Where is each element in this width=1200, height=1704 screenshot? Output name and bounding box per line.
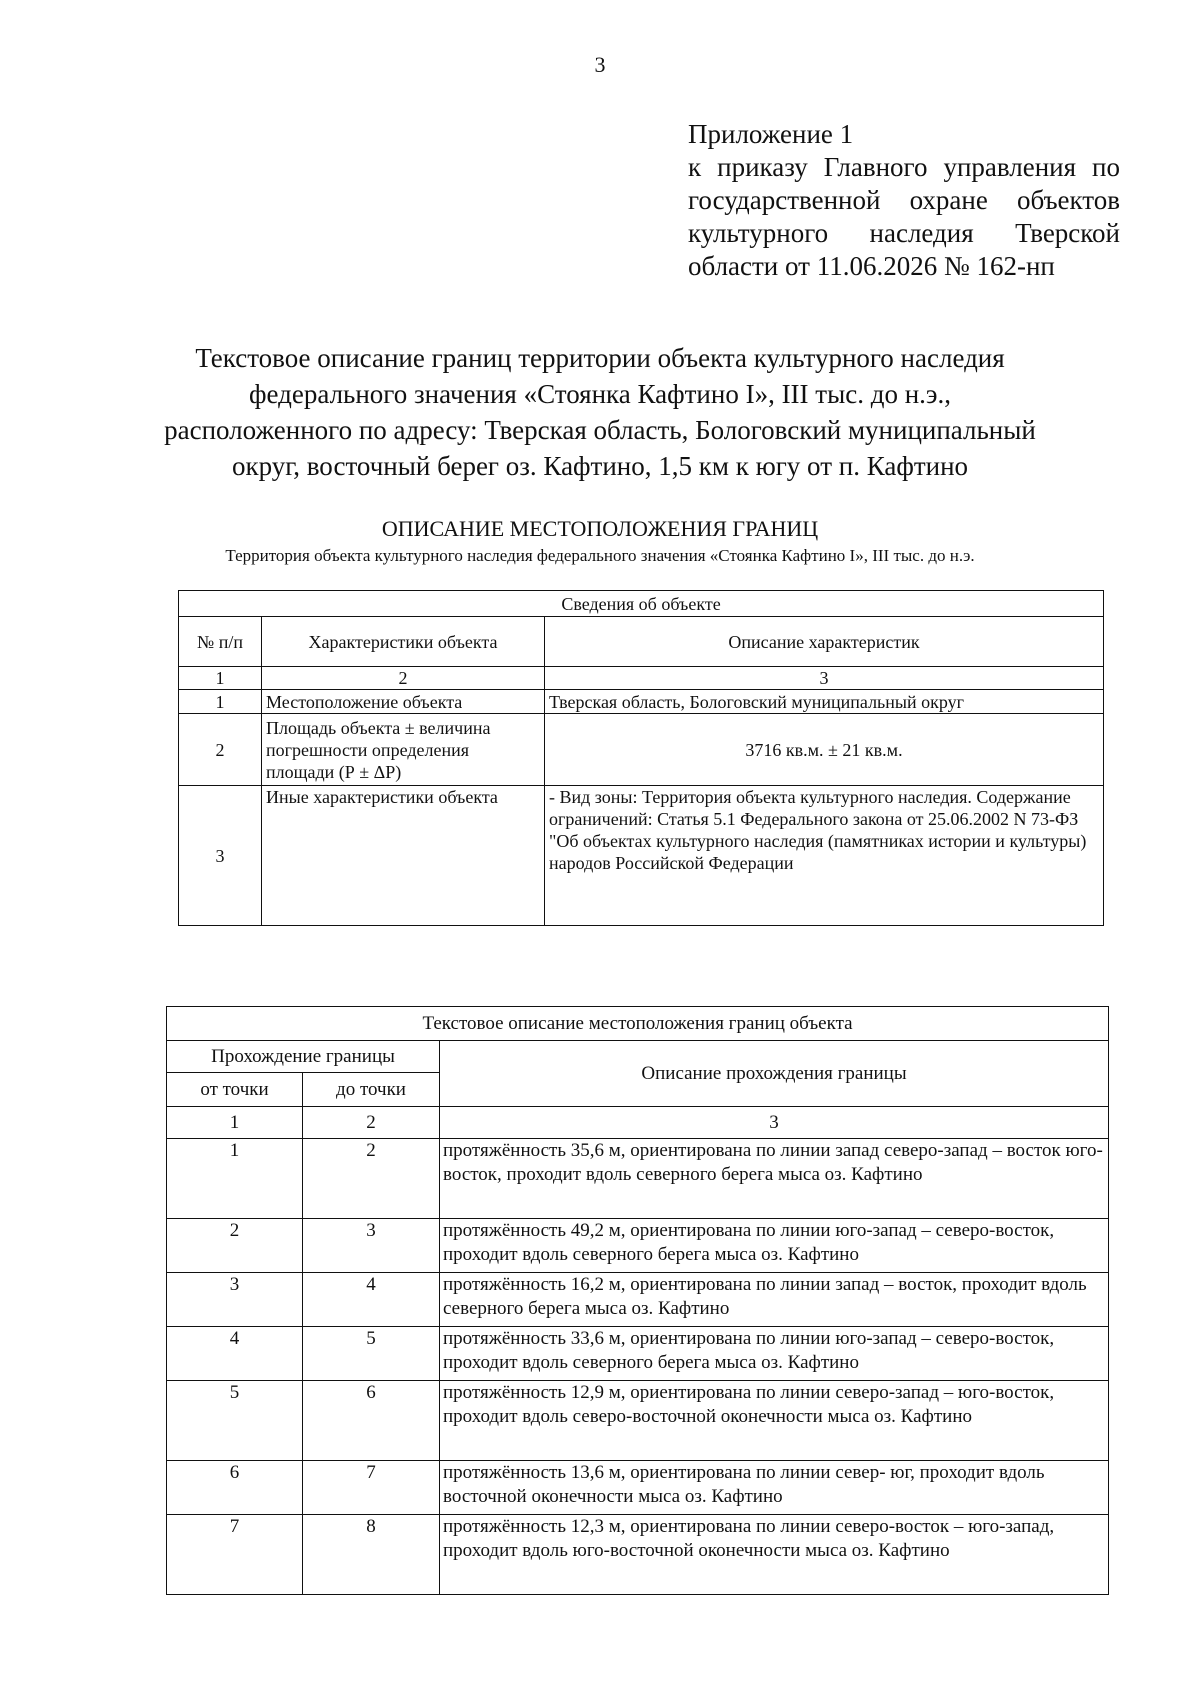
boundary-description-table — [166, 1006, 1109, 1595]
row-characteristic: Иные характеристики объекта — [262, 786, 545, 926]
table-row — [179, 690, 1104, 714]
row-num: 1 — [179, 690, 262, 714]
appendix-line: культурного наследия Тверской — [688, 218, 1120, 248]
row-from-point: 1 — [167, 1139, 303, 1219]
table-row — [179, 714, 1104, 786]
row-description: протяжённость 13,6 м, ориентирована по линии север- юг, проходит вдоль восточной оконечности мыса оз. Кафтино — [440, 1461, 1109, 1515]
row-num: 3 — [179, 786, 262, 926]
row-from-point: 6 — [167, 1461, 303, 1515]
header-to-point: до точки — [303, 1073, 440, 1107]
row-to-point: 5 — [303, 1327, 440, 1381]
row-characteristic: Местоположение объекта — [262, 690, 545, 714]
header-passage-description: Описание прохождения границы — [440, 1041, 1109, 1107]
column-number: 2 — [303, 1107, 440, 1139]
appendix-line: к приказу Главного управления по — [688, 152, 1120, 182]
header-description: Описание характеристик — [545, 617, 1104, 667]
row-from-point: 4 — [167, 1327, 303, 1381]
title-line: Текстовое описание границ территории объекта культурного наследия — [195, 343, 1005, 373]
column-number: 1 — [179, 667, 262, 690]
row-num: 2 — [179, 714, 262, 786]
appendix-line: Приложение 1 — [688, 119, 854, 149]
row-description: протяжённость 35,6 м, ориентирована по линии запад северо-запад – восток юго-восток, проходит вдоль северного берега мыса оз. Кафтино — [440, 1139, 1109, 1219]
row-to-point: 4 — [303, 1273, 440, 1327]
row-description: протяжённость 12,3 м, ориентирована по линии северо-восток – юго-запад, проходит вдоль юго-восточной оконечности мыса оз. Кафтино — [440, 1515, 1109, 1595]
table-row — [167, 1515, 1109, 1595]
header-characteristic: Характеристики объекта — [262, 617, 545, 667]
document-title — [100, 340, 1100, 484]
row-description: протяжённость 33,6 м, ориентирована по линии юго-запад – северо-восток, проходит вдоль северного берега мыса оз. Кафтино — [440, 1327, 1109, 1381]
row-to-point: 3 — [303, 1219, 440, 1273]
section-subtitle: Территория объекта культурного наследия федерального значения «Стоянка Кафтино I», III тыс. до н.э. — [225, 546, 975, 565]
table-row — [167, 1461, 1109, 1515]
section-heading: ОПИСАНИЕ МЕСТОПОЛОЖЕНИЯ ГРАНИЦ — [381, 516, 819, 541]
row-description: - Вид зоны: Территория объекта культурного наследия. Содержание ограничений: Статья 5.1 Федерального закона от 25.06.2002 N 73-ФЗ "Об объектах культурного наследия (памятниках истории и культуры) народов Российской Федерации — [545, 786, 1104, 926]
appendix-block — [688, 118, 1120, 283]
row-description: Тверская область, Бологовский муниципальный округ — [545, 690, 1104, 714]
row-from-point: 3 — [167, 1273, 303, 1327]
header-passage: Прохождение границы — [167, 1041, 440, 1073]
row-description: протяжённость 49,2 м, ориентирована по линии юго-запад – северо-восток, проходит вдоль северного берега мыса оз. Кафтино — [440, 1219, 1109, 1273]
appendix-line: области от 11.06.2026 № 162-нп — [688, 251, 1055, 281]
row-description: протяжённость 16,2 м, ориентирована по линии запад – восток, проходит вдоль северного берега мыса оз. Кафтино — [440, 1273, 1109, 1327]
table-row — [179, 786, 1104, 926]
row-to-point: 7 — [303, 1461, 440, 1515]
row-from-point: 7 — [167, 1515, 303, 1595]
object-info-table — [178, 590, 1104, 926]
row-from-point: 5 — [167, 1381, 303, 1461]
header-num: № п/п — [179, 617, 262, 667]
table-row — [167, 1273, 1109, 1327]
row-to-point: 6 — [303, 1381, 440, 1461]
row-description: 3716 кв.м. ± 21 кв.м. — [545, 714, 1104, 786]
column-number: 3 — [440, 1107, 1109, 1139]
row-characteristic: Площадь объекта ± величина погрешности определения площади (Р ± ΔР) — [262, 714, 545, 786]
object-table-caption: Сведения об объекте — [179, 591, 1104, 617]
row-description: протяжённость 12,9 м, ориентирована по линии северо-запад – юго-восток, проходит вдоль северо-восточной оконечности мыса оз. Кафтино — [440, 1381, 1109, 1461]
column-number: 1 — [167, 1107, 303, 1139]
row-to-point: 8 — [303, 1515, 440, 1595]
column-number: 3 — [545, 667, 1104, 690]
row-to-point: 2 — [303, 1139, 440, 1219]
table-row — [167, 1219, 1109, 1273]
table-row — [167, 1327, 1109, 1381]
title-line: округ, восточный берег оз. Кафтино, 1,5 км к югу от п. Кафтино — [231, 451, 969, 481]
table-row — [167, 1139, 1109, 1219]
table-row — [167, 1381, 1109, 1461]
header-from-point: от точки — [167, 1073, 303, 1107]
boundary-table-caption: Текстовое описание местоположения границ объекта — [167, 1007, 1109, 1041]
title-line: федерального значения «Стоянка Кафтино I», III тыс. до н.э., — [249, 379, 951, 409]
row-from-point: 2 — [167, 1219, 303, 1273]
column-number: 2 — [262, 667, 545, 690]
title-line: расположенного по адресу: Тверская область, Бологовский муниципальный — [164, 415, 1036, 445]
page-number: 3 — [594, 52, 606, 77]
appendix-line: государственной охране объектов — [688, 185, 1120, 215]
